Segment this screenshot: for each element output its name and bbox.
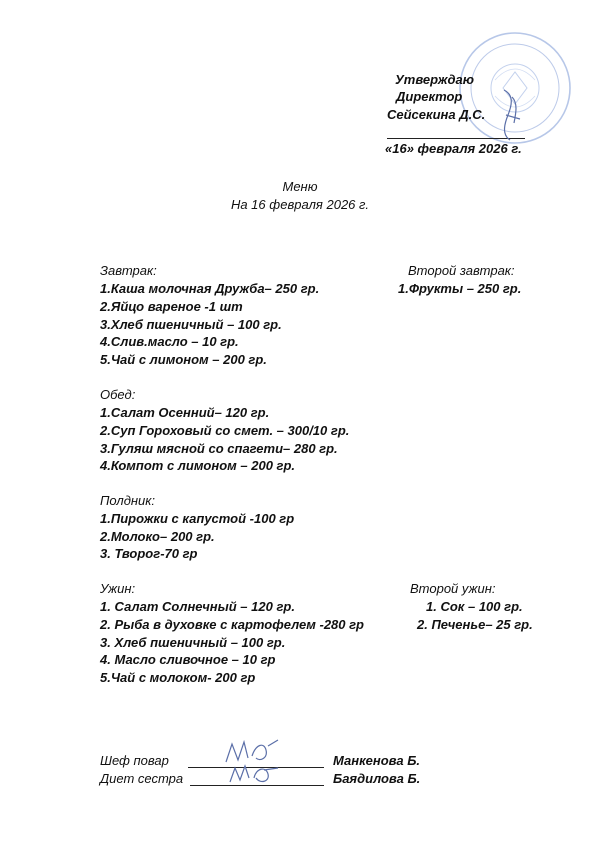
dinner-heading: Ужин:	[100, 581, 136, 596]
approval-line-1: Утверждаю	[395, 72, 474, 87]
breakfast-item: 2.Яйцо вареное -1 шт	[100, 299, 243, 314]
snack-item: 2.Молоко– 200 гр.	[100, 529, 215, 544]
second-breakfast-heading: Второй завтрак:	[408, 263, 515, 278]
dinner-item: 3. Хлеб пшеничный – 100 гр.	[100, 635, 286, 650]
signature-name: Манкенова Б.	[333, 753, 421, 768]
signature-name: Баядилова Б.	[333, 771, 421, 786]
breakfast-item: 1.Каша молочная Дружба– 250 гр.	[100, 281, 320, 296]
signature-role: Шеф повар	[100, 753, 169, 768]
lunch-heading: Обед:	[100, 387, 136, 402]
signature-role: Диет сестра	[100, 771, 184, 786]
lunch-item: 3.Гуляш мясной со спагети– 280 гр.	[100, 441, 338, 456]
second-dinner-item: 1. Сок – 100 гр.	[426, 599, 523, 614]
approval-date: «16» февраля 2026 г.	[385, 141, 522, 156]
dinner-item: 1. Салат Солнечный – 120 гр.	[100, 599, 295, 614]
second-dinner-item: 2. Печенье– 25 гр.	[417, 617, 533, 632]
director-signature	[494, 85, 524, 145]
dietitian-signature	[226, 758, 282, 788]
breakfast-item: 5.Чай с лимоном – 200 гр.	[100, 352, 267, 367]
dinner-item: 2. Рыба в духовке с картофелем -280 гр	[100, 617, 364, 632]
snack-item: 1.Пирожки с капустой -100 гр	[100, 511, 295, 526]
breakfast-item: 3.Хлеб пшеничный – 100 гр.	[100, 317, 282, 332]
approval-line-3: Сейсекина Д.С.	[387, 107, 486, 122]
lunch-item: 1.Салат Осенний– 120 гр.	[100, 405, 270, 420]
lunch-item: 4.Компот с лимоном – 200 гр.	[100, 458, 296, 473]
dinner-item: 4. Масло сливочное – 10 гр	[100, 652, 276, 667]
dinner-item: 5.Чай с молоком- 200 гр	[100, 670, 256, 685]
second-breakfast-item: 1.Фрукты – 250 гр.	[398, 281, 522, 296]
page-subtitle: На 16 февраля 2026 г.	[230, 197, 370, 212]
page-title: Меню	[282, 179, 318, 194]
breakfast-item: 4.Слив.масло – 10 гр.	[100, 334, 239, 349]
approval-line-2: Директор	[396, 89, 463, 104]
snack-heading: Полдник:	[100, 493, 156, 508]
breakfast-heading: Завтрак:	[100, 263, 157, 278]
snack-item: 3. Творог-70 гр	[100, 546, 198, 561]
second-dinner-heading: Второй ужин:	[410, 581, 496, 596]
lunch-item: 2.Суп Гороховый со смет. – 300/10 гр.	[100, 423, 350, 438]
